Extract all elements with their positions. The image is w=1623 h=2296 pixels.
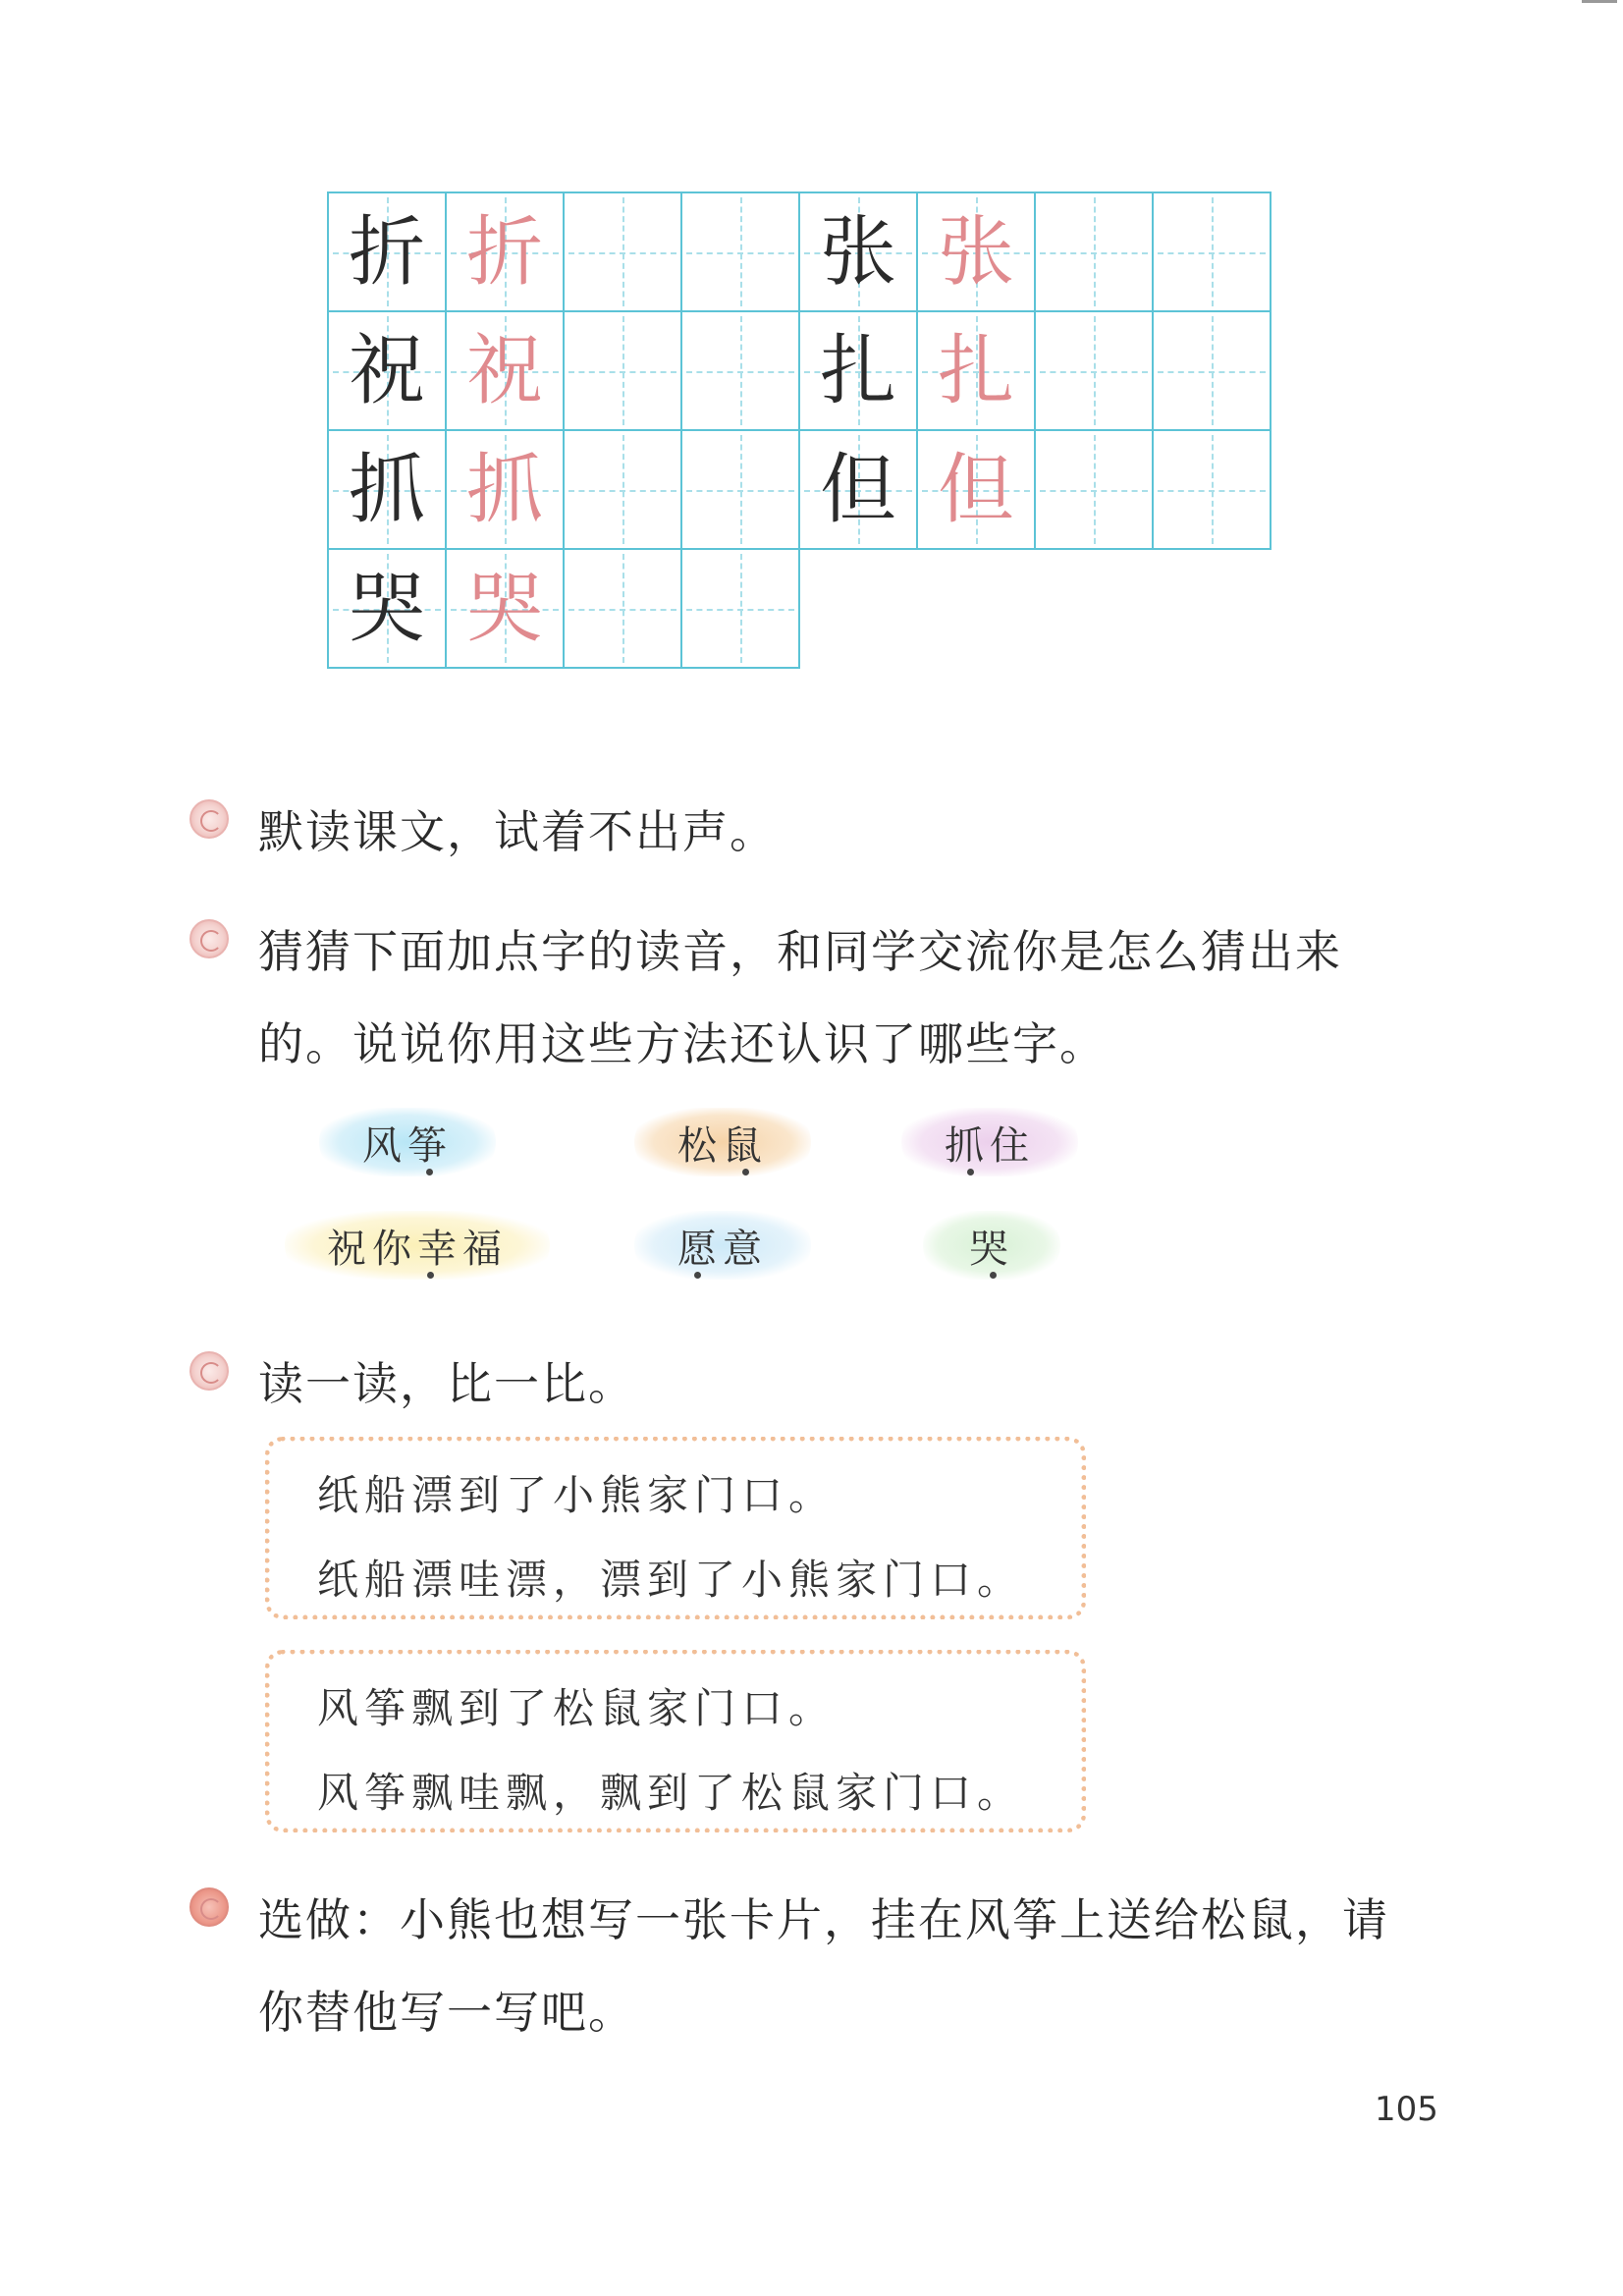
grid-cell: [798, 191, 918, 312]
question-marker-icon: [189, 799, 229, 839]
grid-char-model: 但: [937, 445, 1014, 534]
word-chip-text: 松鼠: [677, 1122, 768, 1169]
question-text: [258, 1874, 1505, 2058]
page-number: 105: [1375, 2090, 1438, 2129]
question-text: [258, 905, 1505, 1090]
comparison-box-2: [265, 1650, 1086, 1832]
grid-row: [327, 548, 798, 669]
grid-char-model: 祝: [465, 326, 543, 415]
grid-char-model: 哭: [465, 564, 543, 653]
grid-cell-empty[interactable]: [1152, 310, 1271, 431]
grid-cell: [445, 548, 565, 669]
question-line: 你替他写一写吧。: [258, 1986, 635, 2039]
question-line: 默读课文，试着不出声。: [258, 805, 777, 858]
sentence-line: 纸船漂哇漂，漂到了小熊家门口。: [317, 1556, 1025, 1604]
sentence-line: 风筝飘到了松鼠家门口。: [317, 1684, 837, 1732]
grid-row: [327, 191, 1270, 312]
grid-cell-empty[interactable]: [1034, 429, 1154, 550]
word-chip: [923, 1211, 1060, 1280]
grid-cell-empty[interactable]: [1034, 191, 1154, 312]
grid-char: 扎: [819, 326, 896, 415]
grid-cell-empty[interactable]: [680, 429, 800, 550]
grid-cell-empty[interactable]: [563, 310, 682, 431]
grid-row: [327, 310, 1270, 431]
question-marker-icon: [189, 1887, 229, 1927]
word-chip: [285, 1211, 550, 1280]
grid-cell: [916, 310, 1036, 431]
question-line: 的。说说你用这些方法还认识了哪些字。: [258, 1017, 1107, 1070]
grid-row: [327, 429, 1270, 550]
question-2: [189, 905, 1495, 1090]
question-marker-icon: [189, 919, 229, 958]
emphasis-dot: [427, 1272, 434, 1279]
grid-cell-empty[interactable]: [1034, 310, 1154, 431]
word-chip-text: 愿意: [677, 1226, 768, 1272]
emphasis-dot: [694, 1272, 701, 1279]
grid-char-model: 折: [465, 207, 543, 297]
word-chip-text: 风筝: [362, 1122, 453, 1169]
word-chip: [319, 1108, 496, 1176]
grid-cell: [916, 191, 1036, 312]
grid-cell-empty[interactable]: [680, 191, 800, 312]
emphasis-dot: [426, 1169, 433, 1175]
word-chip-text: 哭: [969, 1226, 1014, 1272]
grid-cell: [445, 429, 565, 550]
grid-cell: [798, 429, 918, 550]
word-chip: [634, 1211, 811, 1280]
question-line: 猜猜下面加点字的读音，和同学交流你是怎么猜出来: [258, 925, 1342, 978]
grid-cell: [445, 191, 565, 312]
grid-cell-empty[interactable]: [1152, 429, 1271, 550]
grid-char: 但: [819, 445, 896, 534]
question-marker-icon: [189, 1351, 229, 1391]
emphasis-dot: [742, 1169, 749, 1175]
grid-cell: [327, 191, 447, 312]
word-chip: [634, 1108, 811, 1176]
grid-char: 张: [819, 207, 896, 297]
grid-cell: [445, 310, 565, 431]
word-chip: [901, 1108, 1078, 1176]
grid-cell-empty[interactable]: [563, 191, 682, 312]
grid-char: 折: [348, 207, 425, 297]
sentence-line: 纸船漂到了小熊家门口。: [317, 1471, 837, 1519]
grid-cell: [327, 310, 447, 431]
question-text: [258, 786, 1505, 878]
question-3: [189, 1338, 1495, 1430]
question-line: 选做：小熊也想写一张卡片，挂在风筝上送给松鼠，请: [258, 1893, 1389, 1946]
word-chip-text: 祝你幸福: [327, 1226, 508, 1272]
emphasis-dot: [967, 1169, 974, 1175]
comparison-box-1: [265, 1437, 1086, 1619]
question-text: [258, 1338, 1505, 1430]
grid-cell-empty[interactable]: [680, 548, 800, 669]
question-1: [189, 786, 1495, 878]
corner-mark: [1582, 0, 1617, 3]
grid-cell: [327, 548, 447, 669]
grid-cell: [916, 429, 1036, 550]
grid-char: 哭: [348, 564, 425, 653]
grid-char-model: 扎: [937, 326, 1014, 415]
grid-cell-empty[interactable]: [563, 548, 682, 669]
grid-cell: [327, 429, 447, 550]
emphasis-dot: [990, 1272, 997, 1279]
question-line: 读一读，比一比。: [258, 1357, 635, 1410]
grid-cell: [798, 310, 918, 431]
word-chip-text: 抓住: [945, 1122, 1035, 1169]
grid-char: 祝: [348, 326, 425, 415]
grid-cell-empty[interactable]: [680, 310, 800, 431]
grid-char-model: 张: [937, 207, 1014, 297]
question-4: [189, 1874, 1495, 2058]
sentence-line: 风筝飘哇飘，飘到了松鼠家门口。: [317, 1769, 1025, 1817]
grid-char: 抓: [348, 445, 425, 534]
grid-cell-empty[interactable]: [1152, 191, 1271, 312]
grid-char-model: 抓: [465, 445, 543, 534]
grid-cell-empty[interactable]: [563, 429, 682, 550]
